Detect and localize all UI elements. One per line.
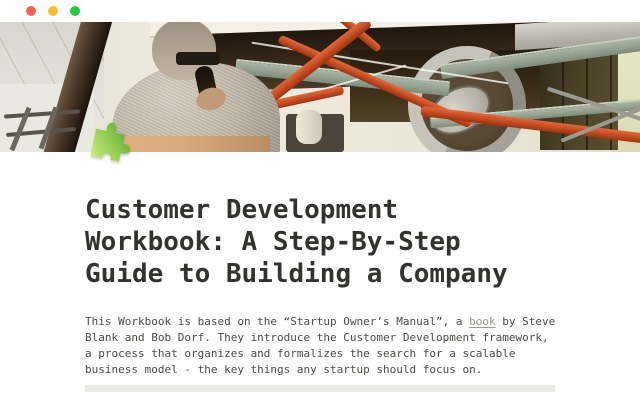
window-titlebar: [0, 0, 640, 22]
intro-text-before-link: This Workbook is based on the “Startup Owner’s Manual”, a: [85, 315, 470, 328]
page-title[interactable]: [85, 194, 640, 290]
page-title-line-2: Workbook: A Step-By-Step: [85, 227, 461, 257]
cover-art-sunglasses: [176, 52, 220, 65]
page-title-line-1: Customer Development: [85, 195, 399, 225]
book-link[interactable]: book: [469, 315, 496, 328]
page-title-line-3: Guide to Building a Company: [85, 259, 508, 289]
intro-paragraph[interactable]: [85, 314, 561, 378]
close-window-button[interactable]: [26, 6, 36, 16]
puzzle-piece-icon: [78, 107, 140, 169]
next-block-partial[interactable]: [85, 385, 555, 392]
minimize-window-button[interactable]: [48, 6, 58, 16]
zoom-window-button[interactable]: [70, 6, 80, 16]
page-content: [0, 112, 640, 392]
page-icon-puzzle[interactable]: [83, 112, 135, 164]
intro-text-after-link: by Steve Blank and Bob Dorf. They introduce the Customer Development framework, a process that organizes and formalizes the search for a scalable business model - the key things any startup should focus on.: [85, 315, 556, 376]
